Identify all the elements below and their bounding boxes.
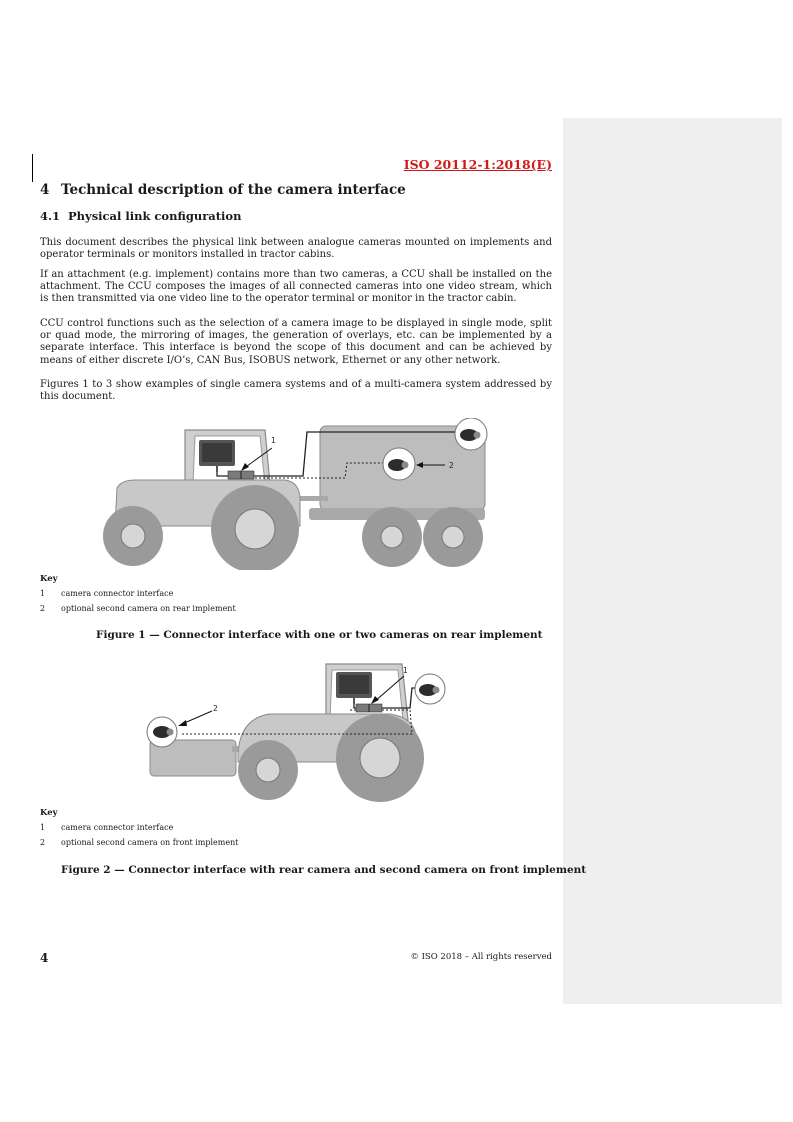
figure-1-key-number: 2 (40, 604, 46, 613)
section-heading (40, 182, 406, 198)
figure-1-caption: Figure 1 — Connector interface with one or two cameras on rear implement (96, 629, 543, 641)
section-title: Technical description of the camera interface (61, 182, 406, 198)
document-id: ISO 20112-1:2018(E) (403, 157, 552, 172)
rear-camera-icon (415, 674, 445, 704)
front-camera-icon (147, 717, 177, 747)
figure-1-key-title: Key (40, 574, 58, 584)
figure-1-callout-2: 2 (449, 461, 454, 470)
figure-1-callout-1: 1 (271, 436, 276, 445)
figure-2-key-text: optional second camera on front implement (61, 838, 239, 847)
figure-2-key-item (40, 838, 238, 847)
figure-1-key-text: optional second camera on rear implement (61, 604, 236, 613)
figure-2-illustration (140, 658, 450, 803)
subsection-heading (40, 209, 241, 223)
figure-2-caption: Figure 2 — Connector interface with rear camera and second camera on front implement (61, 864, 587, 876)
subsection-title: Physical link configuration (68, 209, 242, 223)
figure-2-callout-1: 1 (403, 666, 408, 675)
figure-2-key-title: Key (40, 808, 58, 818)
paragraph-4: Figures 1 to 3 show examples of single camera systems and of a multi-camera system addressed by this document. (40, 379, 552, 403)
paragraph-1: This document describes the physical link between analogue cameras mounted on implements and operator terminals or monitors installed in tractor cabins. (40, 237, 552, 261)
subsection-number: 4.1 (40, 209, 61, 223)
section-number: 4 (40, 182, 50, 198)
figure-2-key-number: 2 (40, 838, 46, 847)
copyright-notice: © ISO 2018 – All rights reserved (410, 952, 552, 962)
paragraph-3: CCU control functions such as the selection of a camera image to be displayed in single mode, split or quad mode, the mirroring of images, the generation of overlays, etc. can be implemented by a separate interface. This interface is beyond the scope of this document and can be achieved by means of either discrete I/O’s, CAN Bus, ISOBUS network, Ethernet or any other network. (40, 318, 552, 366)
figure-2-key-number: 1 (40, 823, 46, 832)
page-number: 4 (40, 951, 49, 965)
optional-camera-icon (383, 448, 415, 480)
figure-2-key-item (40, 823, 173, 832)
rear-camera-icon (455, 418, 487, 450)
comment-pane (563, 118, 782, 1004)
connector-interface (228, 471, 254, 479)
figure-2-key-text: camera connector interface (61, 823, 174, 832)
figure-2-callout-2: 2 (213, 704, 218, 713)
connector-interface (356, 704, 382, 712)
figure-1-illustration (95, 418, 495, 570)
figure-1-key-number: 1 (40, 589, 46, 598)
change-bar (32, 154, 33, 182)
figure-1-key-item (40, 604, 236, 613)
figure-1-key-text: camera connector interface (61, 589, 174, 598)
paragraph-2: If an attachment (e.g. implement) contains more than two cameras, a CCU shall be installed on the attachment. The CCU composes the images of all connected cameras into one video stream, which is then transmitted via one video line to the operator terminal or monitor in the tractor cabin. (40, 269, 552, 305)
figure-1-key-item (40, 589, 173, 598)
